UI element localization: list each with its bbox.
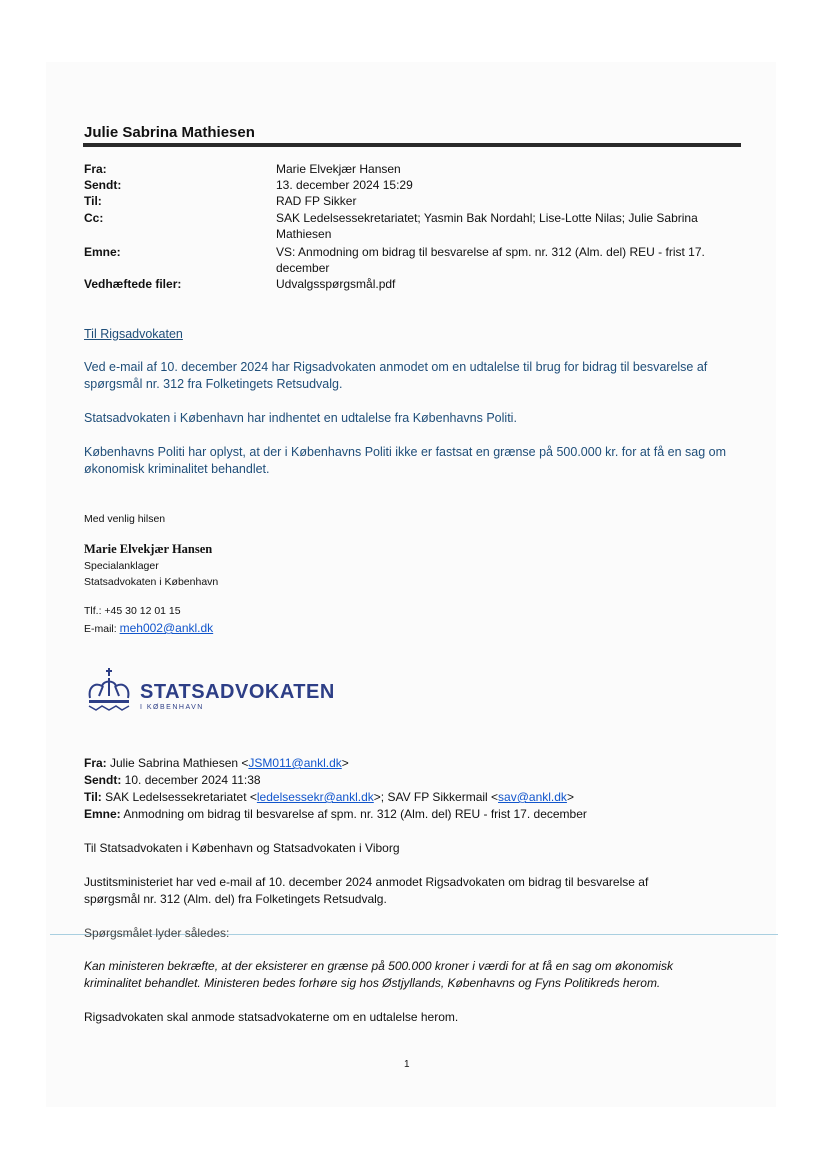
signature-email-label: E-mail:	[84, 623, 120, 635]
fwd-from-label: Fra:	[84, 756, 107, 770]
fwd-subject-row	[84, 807, 587, 821]
fwd-subject-value: Anmodning om bidrag til besvarelse af spm. nr. 312 (Alm. del) REU - frist 17. december	[120, 807, 587, 821]
fwd-from-end: >	[341, 756, 349, 770]
fwd-to-part-2: >; SAV FP Sikkermail <	[373, 790, 499, 804]
fwd-to-label: Til:	[84, 790, 102, 804]
signature-email-link[interactable]: meh002@ankl.dk	[119, 621, 214, 635]
header-attachments-value[interactable]: Udvalgsspørgsmål.pdf	[276, 277, 396, 291]
header-subject-value: VS: Anmodning om bidrag til besvarelse af spm. nr. 312 (Alm. del) REU - frist 17. december	[276, 245, 705, 275]
fwd-paragraph-line-1: Justitsministeriet har ved e-mail af 10. december 2024 anmodet Rigsadvokaten om bidrag til besvarelse af	[84, 875, 649, 889]
header-to-label: Til:	[84, 194, 102, 208]
header-cc-value: SAK Ledelsessekretariatet; Yasmin Bak Nordahl; Lise-Lotte Nilas; Julie Sabrina Mathiesen	[276, 211, 698, 241]
signature-office: Statsadvokaten i København	[84, 576, 219, 588]
fwd-from-email-link[interactable]: JSM011@ankl.dk	[248, 756, 342, 770]
fwd-to-end: >	[566, 790, 574, 804]
question-line-2: kriminalitet behandlet. Ministeren bedes forhøre sig hos Østjyllands, Københavns og Fyns Politikreds herom.	[84, 976, 661, 990]
question-line-1: Kan ministeren bekræfte, at der eksisterer en grænse på 500.000 kroner i værdi for at få en sag om økonomisk	[84, 959, 673, 973]
fwd-to-email-link-2[interactable]: sav@ankl.dk	[498, 790, 567, 804]
fwd-from-row	[84, 756, 349, 770]
fwd-greeting: Til Statsadvokaten i København og Statsadvokaten i Viborg	[84, 841, 400, 855]
header-sent-label: Sendt:	[84, 178, 122, 192]
signature-name: Marie Elvekjær Hansen	[84, 542, 213, 556]
fwd-paragraph-line-2: spørgsmål nr. 312 (Alm. del) fra Folketingets Retsudvalg.	[84, 892, 387, 906]
header-from-value: Marie Elvekjær Hansen	[276, 162, 401, 176]
fwd-sent-value: 10. december 2024 11:38	[121, 773, 261, 787]
fwd-from-name: Julie Sabrina Mathiesen <	[106, 756, 249, 770]
fwd-closing: Rigsadvokaten skal anmode statsadvokaterne om en udtalelse herom.	[84, 1010, 459, 1024]
header-cc-label: Cc:	[84, 211, 104, 225]
signature-closing: Med venlig hilsen	[84, 513, 166, 525]
header-from-label: Fra:	[84, 162, 107, 176]
logo-wordmark: STATSADVOKATEN	[140, 681, 335, 703]
crown-logo-icon	[84, 666, 134, 714]
body-paragraph-3: Københavns Politi har oplyst, at der i Københavns Politi ikke er fastsat en grænse på 500.000 kr. for at få en sag om økonomisk kriminalitet behandlet.	[84, 445, 727, 476]
salutation-link[interactable]: Til Rigsadvokaten	[84, 327, 183, 341]
sender-title: Julie Sabrina Mathiesen	[84, 124, 255, 141]
body-paragraph-1: Ved e-mail af 10. december 2024 har Rigsadvokaten anmodet om en udtalelse til brug for bidrag til besvarelse af spørgsmål nr. 312 fra Folketingets Retsudvalg.	[84, 360, 708, 391]
signature-title: Specialanklager	[84, 560, 159, 572]
fwd-to-part-1: SAK Ledelsessekretariatet <	[101, 790, 257, 804]
header-attachments-label: Vedhæftede filer:	[84, 277, 182, 291]
signature-email-row	[84, 621, 213, 635]
fwd-subject-label: Emne:	[84, 807, 121, 821]
body-paragraph-2: Statsadvokaten i København har indhentet en udtalelse fra Københavns Politi.	[84, 411, 517, 425]
header-subject-label: Emne:	[84, 245, 121, 259]
fwd-to-row	[84, 790, 574, 804]
fwd-to-email-link-1[interactable]: ledelsessekr@ankl.dk	[256, 790, 374, 804]
logo-subtitle: I KØBENHAVN	[140, 704, 204, 711]
header-sent-value: 13. december 2024 15:29	[276, 178, 413, 192]
fwd-sent-label: Sendt:	[84, 773, 122, 787]
header-to-value: RAD FP Sikker	[276, 194, 357, 208]
fwd-sent-row	[84, 773, 261, 787]
title-divider	[83, 143, 741, 147]
question-intro: Spørgsmålet lyder således:	[84, 926, 230, 940]
signature-phone: Tlf.: +45 30 12 01 15	[84, 605, 181, 617]
page-number: 1	[404, 1059, 410, 1070]
